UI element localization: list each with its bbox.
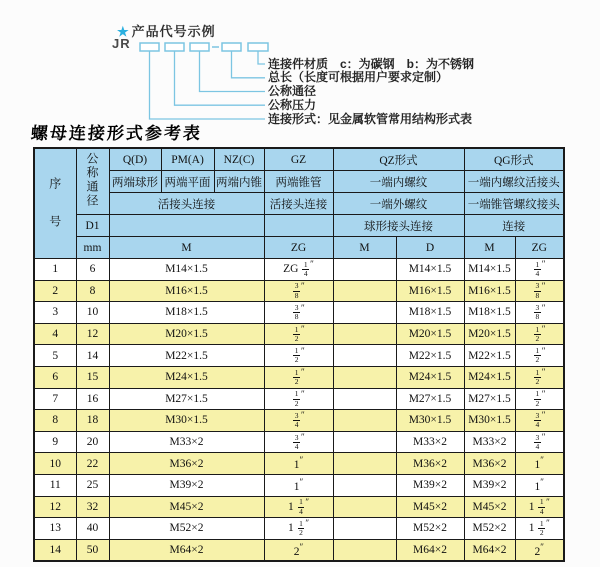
header-d1: D1 xyxy=(76,215,109,237)
header-serial: 序号 xyxy=(34,148,76,259)
diagram-label-pressure: 公称压力 xyxy=(268,97,317,112)
cell-qg-zg: $\frac{1}{4}$ ″ xyxy=(515,259,564,281)
cell-qg-m: M18×1.5 xyxy=(464,302,515,324)
cell-dn: 14 xyxy=(76,345,109,367)
cell-qg-zg: $\frac{3}{8}$ ″ xyxy=(515,280,564,302)
header-group-qz: QZ形式 xyxy=(333,148,464,171)
cell-gz: $\frac{3}{4}$ ″ xyxy=(264,410,333,432)
cell-qz-d: M30×1.5 xyxy=(396,410,464,432)
cell-qg-zg: $\frac{3}{8}$ ″ xyxy=(515,302,564,324)
cell-qg-zg: $\frac{3}{4}$ ″ xyxy=(515,410,564,432)
cell-qz-d: M16×1.5 xyxy=(396,280,464,302)
cell-qz-d: M24×1.5 xyxy=(396,366,464,388)
cell-qz-m xyxy=(333,280,396,302)
cell-gz: 1″ xyxy=(264,453,333,475)
cell-dn: 8 xyxy=(76,280,109,302)
table-row xyxy=(34,280,564,302)
leader-line-connection xyxy=(150,51,266,119)
cell-serial: 2 xyxy=(34,280,76,302)
table-title: 螺母连接形式参考表 xyxy=(30,124,203,144)
cell-dn: 16 xyxy=(76,388,109,410)
cell-qg-m: M16×1.5 xyxy=(464,280,515,302)
cell-serial: 11 xyxy=(34,474,76,496)
cell-qz-m xyxy=(333,259,396,281)
cell-m: M45×2 xyxy=(109,496,264,518)
cell-dn: 40 xyxy=(76,518,109,540)
header-connection-qz: 一端外螺纹 xyxy=(333,193,464,215)
cell-serial: 8 xyxy=(34,410,76,432)
cell-qg-m: M52×2 xyxy=(464,518,515,540)
cell-serial: 5 xyxy=(34,345,76,367)
header-endtype-qd: 两端球形 xyxy=(109,171,161,193)
cell-m: M33×2 xyxy=(109,431,264,453)
cell-m: M64×2 xyxy=(109,539,264,561)
header-endtype-qz: 一端内螺纹 xyxy=(333,171,464,193)
cell-m: M36×2 xyxy=(109,453,264,475)
cell-m: M27×1.5 xyxy=(109,388,264,410)
cell-dn: 25 xyxy=(76,474,109,496)
header-group-qg: QG形式 xyxy=(464,148,564,171)
cell-qg-zg: 1 $\frac{1}{4}$ ″ xyxy=(515,496,564,518)
header-group-gz: GZ xyxy=(264,148,333,171)
cell-dn: 12 xyxy=(76,323,109,345)
cell-gz: 1 $\frac{1}{2}$ ″ xyxy=(264,518,333,540)
cell-dn: 32 xyxy=(76,496,109,518)
cell-qg-m: M30×1.5 xyxy=(464,410,515,432)
cell-gz: $\frac{1}{2}$ ″ xyxy=(264,345,333,367)
table-row xyxy=(34,388,564,410)
cell-m: M18×1.5 xyxy=(109,302,264,324)
cell-m: M14×1.5 xyxy=(109,259,264,281)
header-thread-zg: ZG xyxy=(264,237,333,259)
cell-m: M39×2 xyxy=(109,474,264,496)
header-endtype-nzc: 两端内锥 xyxy=(214,171,264,193)
cell-m: M30×1.5 xyxy=(109,410,264,432)
header-empty-1 xyxy=(109,215,264,237)
cell-qg-m: M33×2 xyxy=(464,431,515,453)
cell-m: M20×1.5 xyxy=(109,323,264,345)
table-row xyxy=(34,410,564,432)
cell-serial: 9 xyxy=(34,431,76,453)
cell-dn: 6 xyxy=(76,259,109,281)
cell-qz-d: M20×1.5 xyxy=(396,323,464,345)
cell-qg-zg: 1″ xyxy=(515,453,564,475)
header-unit-mm: mm xyxy=(76,237,109,259)
header-group-nzc: NZ(C) xyxy=(214,148,264,171)
table-row xyxy=(34,474,564,496)
table-row xyxy=(34,539,564,561)
table-row xyxy=(34,496,564,518)
cell-dn: 15 xyxy=(76,366,109,388)
cell-qz-d: M39×2 xyxy=(396,474,464,496)
cell-qg-m: M14×1.5 xyxy=(464,259,515,281)
header-nominal-diameter: 公称通径 xyxy=(76,148,109,215)
header-group-qd: Q(D) xyxy=(109,148,161,171)
cell-qz-m xyxy=(333,410,396,432)
code-prefix: JR xyxy=(112,36,131,51)
header-endtype-qg: 一端内螺纹活接头 xyxy=(464,171,564,193)
cell-gz: $\frac{3}{8}$ ″ xyxy=(264,302,333,324)
cell-gz: 1 $\frac{1}{4}$ ″ xyxy=(264,496,333,518)
cell-qg-m: M36×2 xyxy=(464,453,515,475)
cell-qg-m: M22×1.5 xyxy=(464,345,515,367)
table-row xyxy=(34,518,564,540)
cell-gz: $\frac{1}{2}$ ″ xyxy=(264,323,333,345)
header-thread-qg-zg: ZG xyxy=(515,237,564,259)
cell-gz: $\frac{3}{8}$ ″ xyxy=(264,280,333,302)
cell-qz-d: M33×2 xyxy=(396,431,464,453)
cell-qg-zg: $\frac{3}{4}$ ″ xyxy=(515,431,564,453)
cell-qz-m xyxy=(333,539,396,561)
cell-gz: $\frac{1}{2}$ ″ xyxy=(264,366,333,388)
header-thread-m: M xyxy=(109,237,264,259)
cell-gz: $\frac{3}{4}$ ″ xyxy=(264,431,333,453)
cell-qz-d: M18×1.5 xyxy=(396,302,464,324)
cell-dn: 10 xyxy=(76,302,109,324)
cell-qg-m: M64×2 xyxy=(464,539,515,561)
cell-qg-zg: 1″ xyxy=(515,474,564,496)
header-connection-gz: 活接头连接 xyxy=(264,193,333,215)
table-row xyxy=(34,453,564,475)
header-connection2-qz: 球形接头连接 xyxy=(333,215,464,237)
table-row xyxy=(34,323,564,345)
cell-serial: 13 xyxy=(34,518,76,540)
cell-gz: 1″ xyxy=(264,474,333,496)
nut-connection-table xyxy=(33,147,565,562)
cell-qz-d: M45×2 xyxy=(396,496,464,518)
cell-qg-m: M39×2 xyxy=(464,474,515,496)
cell-qz-m xyxy=(333,366,396,388)
cell-m: M24×1.5 xyxy=(109,366,264,388)
cell-qz-d: M64×2 xyxy=(396,539,464,561)
code-box-1 xyxy=(140,43,159,51)
header-thread-qz-m: M xyxy=(333,237,396,259)
cell-qz-m xyxy=(333,518,396,540)
diagram-label-length: 总长（长度可根据用户要求定制） xyxy=(268,70,449,85)
cell-qg-zg: $\frac{1}{2}$ ″ xyxy=(515,388,564,410)
cell-qz-m xyxy=(333,302,396,324)
cell-gz: ZG $\frac{1}{4}$ ″ xyxy=(264,259,333,281)
diagram-label-diameter: 公称通径 xyxy=(268,84,317,98)
cell-serial: 10 xyxy=(34,453,76,475)
cell-qz-m xyxy=(333,345,396,367)
table-row xyxy=(34,259,564,281)
header-empty-2 xyxy=(264,215,333,237)
cell-qg-m: M24×1.5 xyxy=(464,366,515,388)
diagram-label-material: 连接件材质 c：为碳钢 b：为不锈钢 xyxy=(268,56,475,71)
cell-dn: 20 xyxy=(76,431,109,453)
code-box-5 xyxy=(248,43,268,51)
header-endtype-gz: 两端锥管 xyxy=(264,171,333,193)
leader-line-diameter xyxy=(200,51,266,92)
table-row xyxy=(34,302,564,324)
cell-serial: 12 xyxy=(34,496,76,518)
cell-qg-zg: $\frac{1}{2}$ ″ xyxy=(515,323,564,345)
cell-m: M52×2 xyxy=(109,518,264,540)
cell-serial: 3 xyxy=(34,302,76,324)
table-row xyxy=(34,366,564,388)
header-thread-qz-d: D xyxy=(396,237,464,259)
cell-qz-m xyxy=(333,496,396,518)
header-group-pma: PM(A) xyxy=(161,148,214,171)
table-row xyxy=(34,345,564,367)
cell-qg-m: M27×1.5 xyxy=(464,388,515,410)
cell-dn: 18 xyxy=(76,410,109,432)
code-box-4 xyxy=(222,43,241,51)
header-connection-union: 活接头连接 xyxy=(109,193,264,215)
cell-qz-m xyxy=(333,323,396,345)
star-icon: ★ xyxy=(117,24,130,39)
diagram-heading-text: 产品代号示例 xyxy=(131,24,216,39)
cell-qz-m xyxy=(333,474,396,496)
cell-m: M16×1.5 xyxy=(109,280,264,302)
cell-serial: 7 xyxy=(34,388,76,410)
cell-qz-m xyxy=(333,453,396,475)
cell-qg-m: M20×1.5 xyxy=(464,323,515,345)
header-connection-qg: 一端锥管螺纹接头 xyxy=(464,193,564,215)
cell-gz: 2″ xyxy=(264,539,333,561)
cell-qg-zg: 2″ xyxy=(515,539,564,561)
cell-qz-d: M36×2 xyxy=(396,453,464,475)
table-row xyxy=(34,431,564,453)
cell-qg-zg: $\frac{1}{2}$ ″ xyxy=(515,345,564,367)
cell-qz-m xyxy=(333,431,396,453)
cell-qz-d: M27×1.5 xyxy=(396,388,464,410)
cell-serial: 14 xyxy=(34,539,76,561)
cell-qg-zg: $\frac{1}{2}$ ″ xyxy=(515,366,564,388)
code-box-2 xyxy=(165,43,184,51)
cell-qz-d: M22×1.5 xyxy=(396,345,464,367)
cell-qz-d: M14×1.5 xyxy=(396,259,464,281)
cell-qg-zg: 1 $\frac{1}{2}$ ″ xyxy=(515,518,564,540)
cell-serial: 1 xyxy=(34,259,76,281)
cell-dn: 50 xyxy=(76,539,109,561)
cell-dn: 22 xyxy=(76,453,109,475)
cell-serial: 4 xyxy=(34,323,76,345)
cell-qz-d: M52×2 xyxy=(396,518,464,540)
header-endtype-pma: 两端平面 xyxy=(161,171,214,193)
header-connection2-qg: 连接 xyxy=(464,215,564,237)
cell-qg-m: M45×2 xyxy=(464,496,515,518)
leader-line-material xyxy=(258,51,265,64)
header-thread-qg-m: M xyxy=(464,237,515,259)
cell-gz: $\frac{1}{2}$ ″ xyxy=(264,388,333,410)
code-box-3 xyxy=(190,43,209,51)
cell-serial: 6 xyxy=(34,366,76,388)
diagram-label-connection: 连接形式：见金属软管常用结构形式表 xyxy=(268,111,473,126)
cell-qz-m xyxy=(333,388,396,410)
cell-m: M22×1.5 xyxy=(109,345,264,367)
